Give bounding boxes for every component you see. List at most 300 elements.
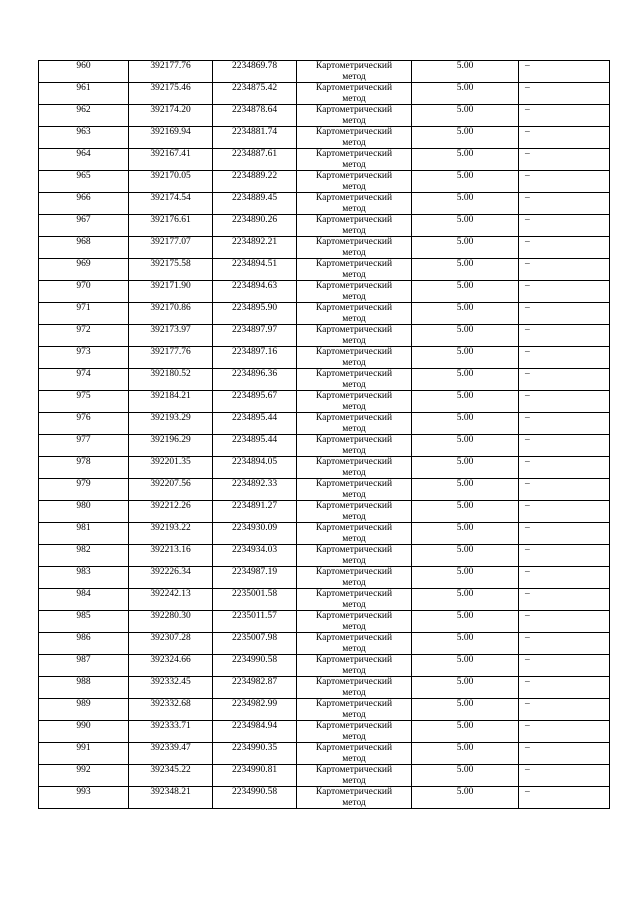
- accuracy-cell: 5.00: [412, 83, 519, 105]
- method-cell: [297, 633, 412, 655]
- x-coordinate-cell: 392177.07: [129, 237, 213, 259]
- method-label-line1: Картометрический: [315, 281, 393, 291]
- point-number-cell: 965: [39, 171, 129, 193]
- table-row: [39, 391, 610, 413]
- y-coordinate-cell: 2234894.63: [213, 281, 297, 303]
- method-label-line1: Картометрический: [315, 633, 393, 643]
- x-coordinate-cell: 392193.22: [129, 523, 213, 545]
- point-number-cell: 961: [39, 83, 129, 105]
- x-coordinate-cell: 392332.68: [129, 699, 213, 721]
- method-label-line2: метод: [342, 115, 366, 126]
- accuracy-cell: 5.00: [412, 237, 519, 259]
- point-number-cell: 963: [39, 127, 129, 149]
- method-label-line1: Картометрический: [315, 655, 393, 665]
- table-row: [39, 259, 610, 281]
- method-cell: [297, 501, 412, 523]
- method-label-line1: Картометрический: [315, 369, 393, 379]
- x-coordinate-cell: 392171.90: [129, 281, 213, 303]
- y-coordinate-cell: 2234982.99: [213, 699, 297, 721]
- table-row: [39, 787, 610, 809]
- method-label-line2: метод: [342, 357, 366, 368]
- method-label-line1: Картометрический: [315, 435, 393, 445]
- method-label-line1: Картометрический: [315, 501, 393, 511]
- note-cell: –: [519, 105, 610, 127]
- method-label-line1: Картометрический: [315, 391, 393, 401]
- method-label-line2: метод: [342, 335, 366, 346]
- note-cell: –: [519, 611, 610, 633]
- table-row: [39, 149, 610, 171]
- y-coordinate-cell: 2234878.64: [213, 105, 297, 127]
- accuracy-cell: 5.00: [412, 479, 519, 501]
- x-coordinate-cell: 392333.71: [129, 721, 213, 743]
- y-coordinate-cell: 2234897.97: [213, 325, 297, 347]
- x-coordinate-cell: 392184.21: [129, 391, 213, 413]
- x-coordinate-cell: 392174.20: [129, 105, 213, 127]
- table-row: [39, 545, 610, 567]
- accuracy-cell: 5.00: [412, 545, 519, 567]
- table-row: [39, 171, 610, 193]
- point-number-cell: 970: [39, 281, 129, 303]
- point-number-cell: 975: [39, 391, 129, 413]
- note-cell: –: [519, 325, 610, 347]
- x-coordinate-cell: 392242.13: [129, 589, 213, 611]
- accuracy-cell: 5.00: [412, 61, 519, 83]
- x-coordinate-cell: 392332.45: [129, 677, 213, 699]
- method-cell: [297, 215, 412, 237]
- table-row: [39, 655, 610, 677]
- point-number-cell: 967: [39, 215, 129, 237]
- table-row: [39, 215, 610, 237]
- table-row: [39, 237, 610, 259]
- note-cell: –: [519, 677, 610, 699]
- point-number-cell: 968: [39, 237, 129, 259]
- table-row: [39, 743, 610, 765]
- method-cell: [297, 105, 412, 127]
- point-number-cell: 984: [39, 589, 129, 611]
- table-row: [39, 479, 610, 501]
- accuracy-cell: 5.00: [412, 259, 519, 281]
- point-number-cell: 988: [39, 677, 129, 699]
- y-coordinate-cell: 2234990.81: [213, 765, 297, 787]
- x-coordinate-cell: 392339.47: [129, 743, 213, 765]
- method-cell: [297, 765, 412, 787]
- method-label-line1: Картометрический: [315, 237, 393, 247]
- method-label-line2: метод: [342, 555, 366, 566]
- point-number-cell: 977: [39, 435, 129, 457]
- method-label-line2: метод: [342, 225, 366, 236]
- method-label-line1: Картометрический: [315, 699, 393, 709]
- accuracy-cell: 5.00: [412, 677, 519, 699]
- note-cell: –: [519, 237, 610, 259]
- note-cell: –: [519, 457, 610, 479]
- accuracy-cell: 5.00: [412, 193, 519, 215]
- accuracy-cell: 5.00: [412, 413, 519, 435]
- note-cell: –: [519, 347, 610, 369]
- method-cell: [297, 127, 412, 149]
- method-cell: [297, 677, 412, 699]
- y-coordinate-cell: 2234890.26: [213, 215, 297, 237]
- y-coordinate-cell: 2234987.19: [213, 567, 297, 589]
- table-row: [39, 611, 610, 633]
- method-label-line2: метод: [342, 181, 366, 192]
- accuracy-cell: 5.00: [412, 589, 519, 611]
- coordinates-table: [38, 60, 610, 809]
- x-coordinate-cell: 392207.56: [129, 479, 213, 501]
- method-label-line2: метод: [342, 599, 366, 610]
- method-cell: [297, 149, 412, 171]
- y-coordinate-cell: 2234891.27: [213, 501, 297, 523]
- table-row: [39, 589, 610, 611]
- accuracy-cell: 5.00: [412, 369, 519, 391]
- table-row: [39, 721, 610, 743]
- y-coordinate-cell: 2234895.67: [213, 391, 297, 413]
- table-row: [39, 633, 610, 655]
- point-number-cell: 966: [39, 193, 129, 215]
- point-number-cell: 989: [39, 699, 129, 721]
- note-cell: –: [519, 259, 610, 281]
- x-coordinate-cell: 392345.22: [129, 765, 213, 787]
- method-label-line2: метод: [342, 709, 366, 720]
- y-coordinate-cell: 2234895.44: [213, 413, 297, 435]
- table-row: [39, 413, 610, 435]
- method-cell: [297, 391, 412, 413]
- point-number-cell: 969: [39, 259, 129, 281]
- x-coordinate-cell: 392201.35: [129, 457, 213, 479]
- y-coordinate-cell: 2234887.61: [213, 149, 297, 171]
- method-label-line1: Картометрический: [315, 721, 393, 731]
- y-coordinate-cell: 2234990.58: [213, 787, 297, 809]
- method-cell: [297, 457, 412, 479]
- method-label-line2: метод: [342, 159, 366, 170]
- table-row: [39, 347, 610, 369]
- method-label-line1: Картометрический: [315, 743, 393, 753]
- point-number-cell: 986: [39, 633, 129, 655]
- method-label-line1: Картометрический: [315, 611, 393, 621]
- accuracy-cell: 5.00: [412, 171, 519, 193]
- method-cell: [297, 567, 412, 589]
- method-label-line2: метод: [342, 577, 366, 588]
- method-label-line2: метод: [342, 797, 366, 808]
- table-row: [39, 127, 610, 149]
- y-coordinate-cell: 2234869.78: [213, 61, 297, 83]
- point-number-cell: 976: [39, 413, 129, 435]
- method-label-line1: Картометрический: [315, 127, 393, 137]
- accuracy-cell: 5.00: [412, 215, 519, 237]
- y-coordinate-cell: 2234984.94: [213, 721, 297, 743]
- method-cell: [297, 787, 412, 809]
- y-coordinate-cell: 2234896.36: [213, 369, 297, 391]
- note-cell: –: [519, 83, 610, 105]
- method-cell: [297, 259, 412, 281]
- note-cell: –: [519, 743, 610, 765]
- note-cell: –: [519, 193, 610, 215]
- method-label-line1: Картометрический: [315, 149, 393, 159]
- table-row: [39, 83, 610, 105]
- table-row: [39, 61, 610, 83]
- method-cell: [297, 589, 412, 611]
- note-cell: –: [519, 699, 610, 721]
- accuracy-cell: 5.00: [412, 699, 519, 721]
- y-coordinate-cell: 2234934.03: [213, 545, 297, 567]
- method-label-line2: метод: [342, 643, 366, 654]
- x-coordinate-cell: 392193.29: [129, 413, 213, 435]
- method-label-line1: Картометрический: [315, 567, 393, 577]
- method-label-line2: метод: [342, 753, 366, 764]
- point-number-cell: 971: [39, 303, 129, 325]
- method-label-line2: метод: [342, 313, 366, 324]
- method-label-line1: Картометрический: [315, 787, 393, 797]
- method-cell: [297, 479, 412, 501]
- x-coordinate-cell: 392175.46: [129, 83, 213, 105]
- x-coordinate-cell: 392177.76: [129, 347, 213, 369]
- method-label-line2: метод: [342, 533, 366, 544]
- y-coordinate-cell: 2234889.45: [213, 193, 297, 215]
- accuracy-cell: 5.00: [412, 743, 519, 765]
- point-number-cell: 982: [39, 545, 129, 567]
- method-label-line1: Картометрический: [315, 325, 393, 335]
- note-cell: –: [519, 303, 610, 325]
- point-number-cell: 978: [39, 457, 129, 479]
- note-cell: –: [519, 523, 610, 545]
- table-row: [39, 765, 610, 787]
- note-cell: –: [519, 369, 610, 391]
- accuracy-cell: 5.00: [412, 149, 519, 171]
- note-cell: –: [519, 391, 610, 413]
- y-coordinate-cell: 2234897.16: [213, 347, 297, 369]
- x-coordinate-cell: 392196.29: [129, 435, 213, 457]
- method-cell: [297, 281, 412, 303]
- x-coordinate-cell: 392176.61: [129, 215, 213, 237]
- note-cell: –: [519, 567, 610, 589]
- method-label-line2: метод: [342, 687, 366, 698]
- note-cell: –: [519, 787, 610, 809]
- y-coordinate-cell: 2235011.57: [213, 611, 297, 633]
- method-label-line2: метод: [342, 445, 366, 456]
- y-coordinate-cell: 2234894.51: [213, 259, 297, 281]
- method-cell: [297, 743, 412, 765]
- method-cell: [297, 303, 412, 325]
- point-number-cell: 985: [39, 611, 129, 633]
- x-coordinate-cell: 392177.76: [129, 61, 213, 83]
- method-label-line2: метод: [342, 203, 366, 214]
- method-cell: [297, 347, 412, 369]
- note-cell: –: [519, 435, 610, 457]
- method-label-line2: метод: [342, 621, 366, 632]
- table-row: [39, 457, 610, 479]
- accuracy-cell: 5.00: [412, 787, 519, 809]
- x-coordinate-cell: 392173.97: [129, 325, 213, 347]
- table-body: [39, 61, 610, 809]
- table-row: [39, 105, 610, 127]
- method-cell: [297, 435, 412, 457]
- method-label-line2: метод: [342, 401, 366, 412]
- y-coordinate-cell: 2234982.87: [213, 677, 297, 699]
- method-label-line1: Картометрический: [315, 479, 393, 489]
- y-coordinate-cell: 2234895.44: [213, 435, 297, 457]
- point-number-cell: 993: [39, 787, 129, 809]
- y-coordinate-cell: 2234892.33: [213, 479, 297, 501]
- table-row: [39, 369, 610, 391]
- method-cell: [297, 369, 412, 391]
- method-label-line2: метод: [342, 423, 366, 434]
- note-cell: –: [519, 589, 610, 611]
- method-cell: [297, 237, 412, 259]
- note-cell: –: [519, 413, 610, 435]
- y-coordinate-cell: 2234990.58: [213, 655, 297, 677]
- point-number-cell: 992: [39, 765, 129, 787]
- point-number-cell: 960: [39, 61, 129, 83]
- note-cell: –: [519, 127, 610, 149]
- note-cell: –: [519, 149, 610, 171]
- table-row: [39, 435, 610, 457]
- accuracy-cell: 5.00: [412, 655, 519, 677]
- x-coordinate-cell: 392226.34: [129, 567, 213, 589]
- accuracy-cell: 5.00: [412, 325, 519, 347]
- point-number-cell: 983: [39, 567, 129, 589]
- note-cell: –: [519, 655, 610, 677]
- table-row: [39, 281, 610, 303]
- x-coordinate-cell: 392170.05: [129, 171, 213, 193]
- note-cell: –: [519, 479, 610, 501]
- x-coordinate-cell: 392180.52: [129, 369, 213, 391]
- method-label-line1: Картометрический: [315, 545, 393, 555]
- table-row: [39, 567, 610, 589]
- y-coordinate-cell: 2235001.58: [213, 589, 297, 611]
- y-coordinate-cell: 2234892.21: [213, 237, 297, 259]
- accuracy-cell: 5.00: [412, 281, 519, 303]
- table-row: [39, 325, 610, 347]
- x-coordinate-cell: 392280.30: [129, 611, 213, 633]
- note-cell: –: [519, 61, 610, 83]
- accuracy-cell: 5.00: [412, 347, 519, 369]
- method-label-line1: Картометрический: [315, 61, 393, 71]
- method-cell: [297, 171, 412, 193]
- x-coordinate-cell: 392213.16: [129, 545, 213, 567]
- y-coordinate-cell: 2234875.42: [213, 83, 297, 105]
- accuracy-cell: 5.00: [412, 633, 519, 655]
- method-label-line1: Картометрический: [315, 413, 393, 423]
- method-label-line2: метод: [342, 247, 366, 258]
- point-number-cell: 990: [39, 721, 129, 743]
- accuracy-cell: 5.00: [412, 435, 519, 457]
- note-cell: –: [519, 545, 610, 567]
- table-row: [39, 523, 610, 545]
- y-coordinate-cell: 2234990.35: [213, 743, 297, 765]
- table-row: [39, 677, 610, 699]
- x-coordinate-cell: 392170.86: [129, 303, 213, 325]
- y-coordinate-cell: 2234930.09: [213, 523, 297, 545]
- point-number-cell: 991: [39, 743, 129, 765]
- method-label-line2: метод: [342, 291, 366, 302]
- table-row: [39, 699, 610, 721]
- method-cell: [297, 325, 412, 347]
- x-coordinate-cell: 392167.41: [129, 149, 213, 171]
- method-label-line2: метод: [342, 71, 366, 82]
- method-cell: [297, 699, 412, 721]
- method-label-line1: Картометрический: [315, 765, 393, 775]
- method-label-line1: Картометрический: [315, 193, 393, 203]
- method-label-line2: метод: [342, 489, 366, 500]
- method-label-line2: метод: [342, 731, 366, 742]
- point-number-cell: 972: [39, 325, 129, 347]
- method-cell: [297, 611, 412, 633]
- method-cell: [297, 413, 412, 435]
- note-cell: –: [519, 215, 610, 237]
- method-cell: [297, 655, 412, 677]
- method-cell: [297, 83, 412, 105]
- note-cell: –: [519, 171, 610, 193]
- note-cell: –: [519, 501, 610, 523]
- accuracy-cell: 5.00: [412, 765, 519, 787]
- method-label-line2: метод: [342, 269, 366, 280]
- table-row: [39, 193, 610, 215]
- point-number-cell: 964: [39, 149, 129, 171]
- method-label-line1: Картометрический: [315, 677, 393, 687]
- method-label-line1: Картометрический: [315, 347, 393, 357]
- method-label-line1: Картометрический: [315, 589, 393, 599]
- method-label-line1: Картометрический: [315, 215, 393, 225]
- y-coordinate-cell: 2234895.90: [213, 303, 297, 325]
- accuracy-cell: 5.00: [412, 391, 519, 413]
- point-number-cell: 980: [39, 501, 129, 523]
- method-label-line1: Картометрический: [315, 457, 393, 467]
- method-label-line1: Картометрический: [315, 259, 393, 269]
- point-number-cell: 987: [39, 655, 129, 677]
- point-number-cell: 962: [39, 105, 129, 127]
- method-label-line1: Картометрический: [315, 105, 393, 115]
- method-cell: [297, 61, 412, 83]
- table-row: [39, 303, 610, 325]
- note-cell: –: [519, 721, 610, 743]
- accuracy-cell: 5.00: [412, 567, 519, 589]
- y-coordinate-cell: 2234894.05: [213, 457, 297, 479]
- accuracy-cell: 5.00: [412, 303, 519, 325]
- x-coordinate-cell: 392174.54: [129, 193, 213, 215]
- coordinates-table-container: [38, 60, 610, 809]
- accuracy-cell: 5.00: [412, 105, 519, 127]
- accuracy-cell: 5.00: [412, 611, 519, 633]
- note-cell: –: [519, 633, 610, 655]
- method-label-line2: метод: [342, 511, 366, 522]
- point-number-cell: 979: [39, 479, 129, 501]
- accuracy-cell: 5.00: [412, 501, 519, 523]
- x-coordinate-cell: 392169.94: [129, 127, 213, 149]
- x-coordinate-cell: 392307.28: [129, 633, 213, 655]
- method-label-line2: метод: [342, 775, 366, 786]
- method-label-line1: Картометрический: [315, 303, 393, 313]
- method-label-line1: Картометрический: [315, 83, 393, 93]
- x-coordinate-cell: 392212.26: [129, 501, 213, 523]
- method-label-line2: метод: [342, 467, 366, 478]
- accuracy-cell: 5.00: [412, 457, 519, 479]
- method-cell: [297, 545, 412, 567]
- table-row: [39, 501, 610, 523]
- accuracy-cell: 5.00: [412, 523, 519, 545]
- accuracy-cell: 5.00: [412, 127, 519, 149]
- x-coordinate-cell: 392348.21: [129, 787, 213, 809]
- method-cell: [297, 523, 412, 545]
- note-cell: –: [519, 281, 610, 303]
- method-cell: [297, 721, 412, 743]
- point-number-cell: 981: [39, 523, 129, 545]
- method-label-line2: метод: [342, 93, 366, 104]
- accuracy-cell: 5.00: [412, 721, 519, 743]
- point-number-cell: 974: [39, 369, 129, 391]
- method-cell: [297, 193, 412, 215]
- method-label-line2: метод: [342, 379, 366, 390]
- y-coordinate-cell: 2234881.74: [213, 127, 297, 149]
- method-label-line1: Картометрический: [315, 523, 393, 533]
